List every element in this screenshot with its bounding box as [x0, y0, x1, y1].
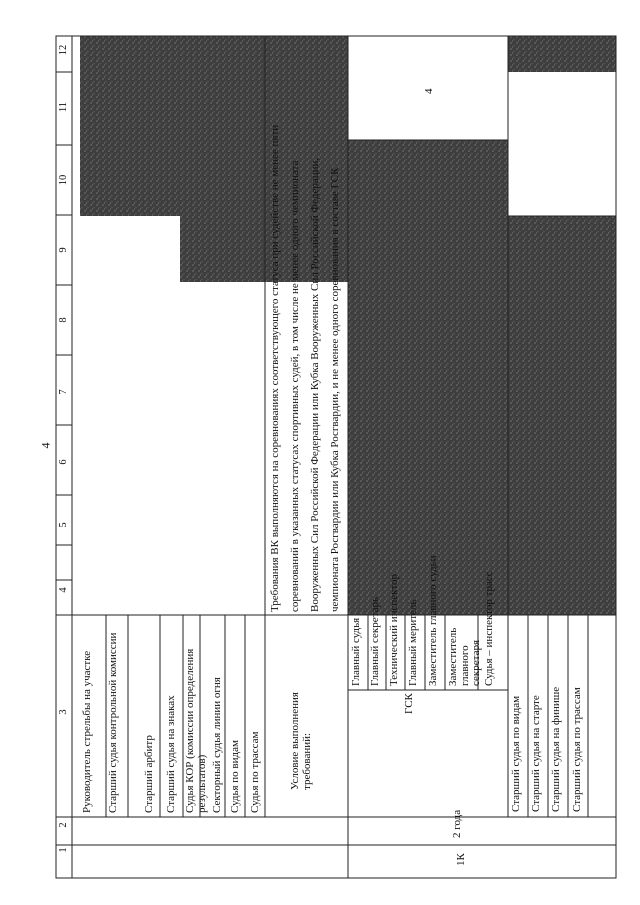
col-num-12: 12: [58, 44, 69, 56]
col-num-10: 10: [58, 174, 69, 186]
category-label: 1К: [455, 853, 467, 866]
role-row-5: Судья КОР (комиссии определения результатов): [184, 648, 208, 813]
shaded-gsk-main: [348, 140, 508, 615]
condition-line-4: чемпионата Росгвардии или Кубка Росгвардии, и не менее одного соревнования в составе ГСК: [329, 167, 341, 612]
shaded-top-mid: [180, 214, 348, 282]
col-num-3: 3: [58, 709, 69, 715]
gsk-row-7: Судья – инспектор трасс: [483, 571, 495, 686]
role-row-2: Старший судья контрольной комиссии: [107, 632, 119, 813]
bottom-row-4: Старший судья по трассам: [571, 687, 583, 812]
gsk-row-3: Технический инспектор: [388, 573, 400, 686]
gsk-row-4: Главный меритель: [407, 599, 419, 686]
shaded-gsk-lower: [508, 216, 616, 615]
page-number: 4: [38, 442, 53, 449]
col-num-6: 6: [58, 459, 69, 465]
role-row-6: Секторный судья линии огня: [211, 677, 223, 813]
col-num-11: 11: [58, 101, 69, 113]
shaded-bottom-right: [508, 36, 616, 72]
bottom-row-1: Старший судья по видам: [510, 695, 522, 812]
role-row-3: Старший арбитр: [143, 735, 155, 813]
period-label: 2 года: [451, 809, 463, 838]
bottom-row-2: Старший судья на старте: [530, 695, 542, 812]
col-num-7: 7: [58, 389, 69, 395]
bottom-row-3: Старший судья на финише: [550, 686, 562, 812]
col-num-5: 5: [58, 522, 69, 528]
col-num-4: 4: [58, 587, 69, 593]
col-num-8: 8: [58, 317, 69, 323]
condition-label: Условие выполнения требований:: [289, 692, 313, 790]
condition-line-3: Вооруженных Сил Российской Федерации или Кубка Вооруженных Сил Российской Федерации,: [309, 157, 321, 612]
requirement-value: 4: [423, 88, 435, 94]
condition-line-1: Требования ВК выполняются на соревнованиях соответствующего статуса при судействе не менее пяти: [269, 124, 281, 612]
role-row-4: Старший судья на знаках: [165, 695, 177, 813]
col-num-1: 1: [58, 847, 69, 853]
shaded-top-right: [80, 36, 348, 216]
condition-line-2: соревнований в указанных статусах спортивных судей, в том числе не менее одного чемпионата: [289, 160, 301, 612]
role-row-7: Судья по видам: [229, 740, 241, 813]
gsk-row-5: Заместитель главного судьи: [427, 555, 439, 686]
gsk-row-2: Главный секретарь: [369, 597, 381, 686]
gsk-row-1: Главный судья: [350, 617, 362, 686]
gsk-row-6: Заместитель главного секретаря: [447, 627, 483, 686]
col-num-2: 2: [58, 822, 69, 828]
role-row-1: Руководитель стрельбы на участке: [81, 650, 93, 813]
col-num-9: 9: [58, 247, 69, 253]
role-row-8: Судья по трассам: [249, 731, 261, 813]
gsk-label: ГСК: [403, 693, 415, 714]
